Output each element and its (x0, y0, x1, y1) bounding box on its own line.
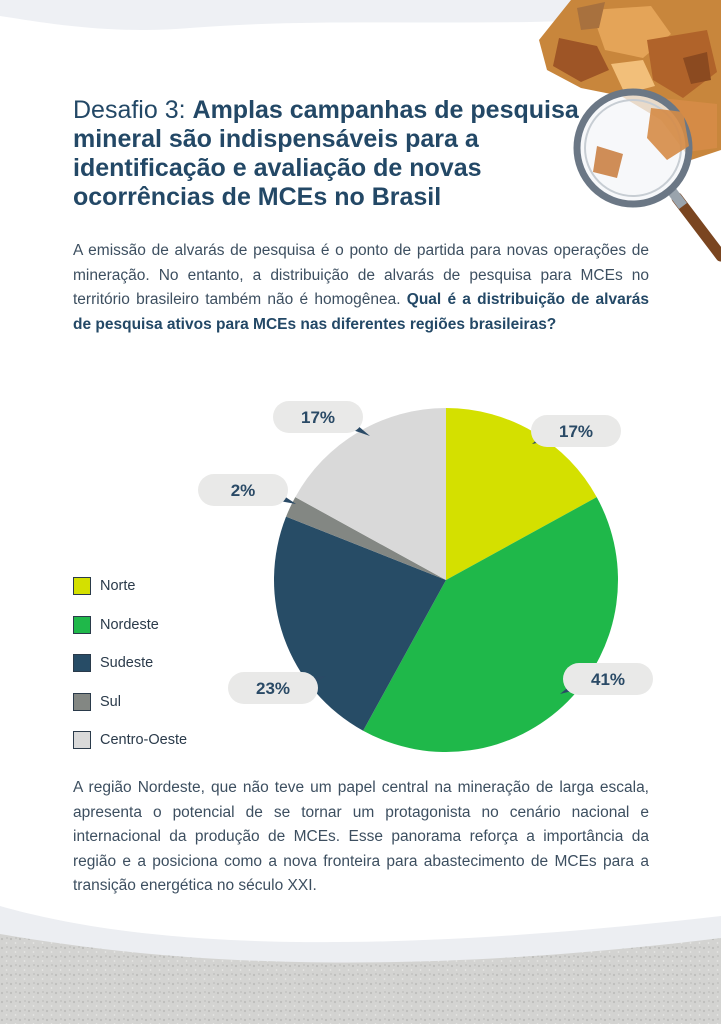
closing-paragraph: A região Nordeste, que não teve um papel central na mineração de larga escala, apresenta o potencial de se tornar um protagonista no cenário nacional e internacional da produção de MCEs. Esse panorama reforça a importância da região e a posiciona como a nova fronteira para abastecimento de MCEs para a transição energética no século XXI. (73, 779, 649, 894)
legend-label-sudeste: Sudeste (100, 655, 154, 671)
legend-label-centro-oeste: Centro-Oeste (100, 732, 188, 748)
legend-swatch-centro-oeste (73, 731, 91, 749)
page-title (73, 96, 593, 212)
bottom-texture-band (0, 900, 721, 1024)
data-label-sul: 2% (230, 481, 256, 500)
legend-label-norte: Norte (100, 578, 136, 594)
intro-paragraph (73, 239, 649, 337)
callout-sul (198, 474, 296, 506)
legend-label-nordeste: Nordeste (100, 616, 159, 633)
chart-legend (73, 575, 187, 768)
legend-item-sudeste (73, 652, 187, 674)
data-label-nordeste: 41% (590, 670, 626, 689)
title-main: Amplas campanhas de pesquisa mineral são indispensáveis para a identificação e avaliação de novas ocorrências de MCEs no Brasil (73, 96, 579, 211)
data-label-sudeste: 23% (255, 679, 291, 698)
legend-swatch-sul (73, 693, 91, 711)
pie-slices (274, 408, 618, 752)
legend-swatch-norte (73, 577, 91, 595)
legend-label-sul: Sul (100, 693, 121, 710)
legend-swatch-nordeste (73, 616, 91, 634)
title-lead: Desafio 3: (73, 96, 186, 124)
intro-text: A emissão de alvarás de pesquisa é o ponto de partida para novas operações de mineração. No entanto, a distribuição de alvarás de pesquisa para MCEs no território brasileiro também não é homogênea. (73, 242, 649, 308)
callout-nordeste (560, 663, 653, 695)
intro-question: Qual é a distribuição de alvarás de pesquisa ativos para MCEs nas diferentes regiões brasileiras? (73, 291, 649, 333)
callout-norte (531, 415, 621, 447)
legend-item-nordeste (73, 614, 187, 636)
callout-centro-oeste (273, 401, 370, 436)
data-label-norte: 17% (558, 422, 594, 441)
legend-swatch-sudeste (73, 654, 91, 672)
callout-sudeste (228, 672, 326, 704)
legend-item-centro-oeste (73, 729, 187, 751)
legend-item-norte (73, 575, 187, 597)
legend-item-sul (73, 691, 187, 713)
data-label-centro-oeste: 17% (300, 408, 336, 427)
